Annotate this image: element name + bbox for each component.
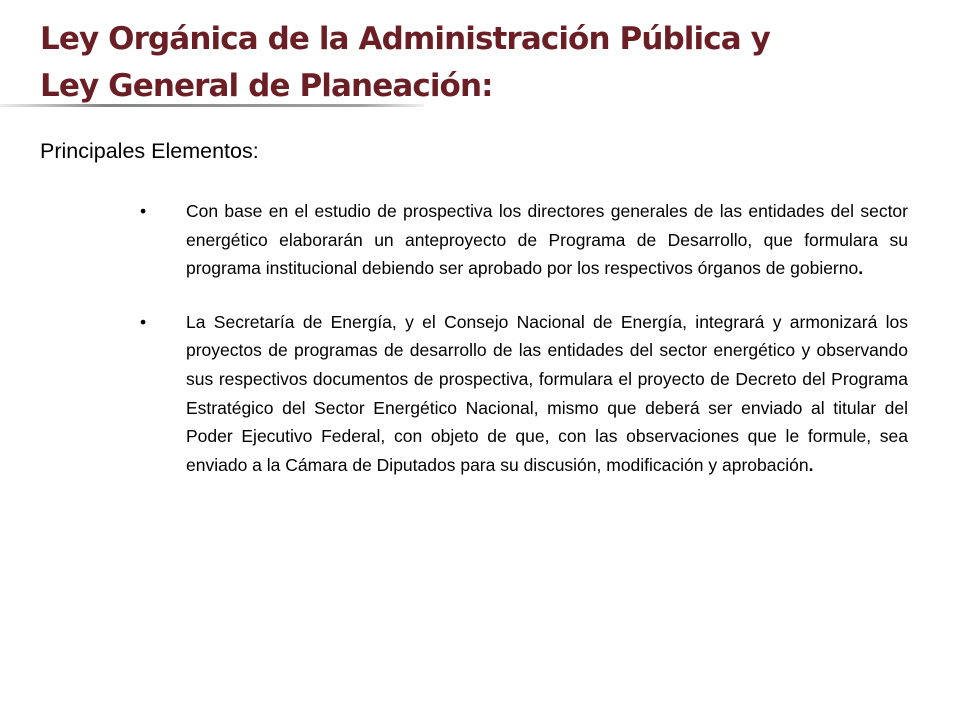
- title-line-1: Ley Orgánica de la Administración Pública y: [40, 21, 770, 57]
- bullet-text: [186, 308, 908, 480]
- subtitle: Principales Elementos:: [40, 139, 259, 163]
- bullet-text: [186, 197, 908, 283]
- bullet-item-1: [140, 197, 908, 283]
- bullet-text-body: Con base en el estudio de prospectiva los directores generales de las entidades del sector energético elaborarán un anteproyecto de Programa de Desarrollo, que formulara su programa institucional debiendo ser aprobado por los respectivos órganos de gobierno: [186, 201, 908, 279]
- title-line-2: Ley General de Planeación:: [40, 68, 493, 104]
- bullet-item-2: [140, 308, 908, 480]
- bullet-icon: •: [140, 201, 147, 221]
- title-underline: [0, 104, 424, 107]
- bullet-text-body: La Secretaría de Energía, y el Consejo Nacional de Energía, integrará y armonizará los proyectos de programas de desarrollo de las entidades del sector energético y observando sus respectivos documentos de prospectiva, formulara el proyecto de Decreto del Programa Estratégico del Sector Energético Nacional, mismo que deberá ser enviado al titular del Poder Ejecutivo Federal, con objeto de que, con las observaciones que le formule, sea enviado a la Cámara de Diputados para su discusión, modificación y aprobación: [186, 311, 908, 475]
- bullet-list: [140, 197, 908, 504]
- bullet-text-end: .: [808, 454, 814, 475]
- bullet-icon: •: [140, 311, 147, 332]
- bullet-text-end: .: [858, 258, 864, 279]
- slide-title: [40, 16, 920, 110]
